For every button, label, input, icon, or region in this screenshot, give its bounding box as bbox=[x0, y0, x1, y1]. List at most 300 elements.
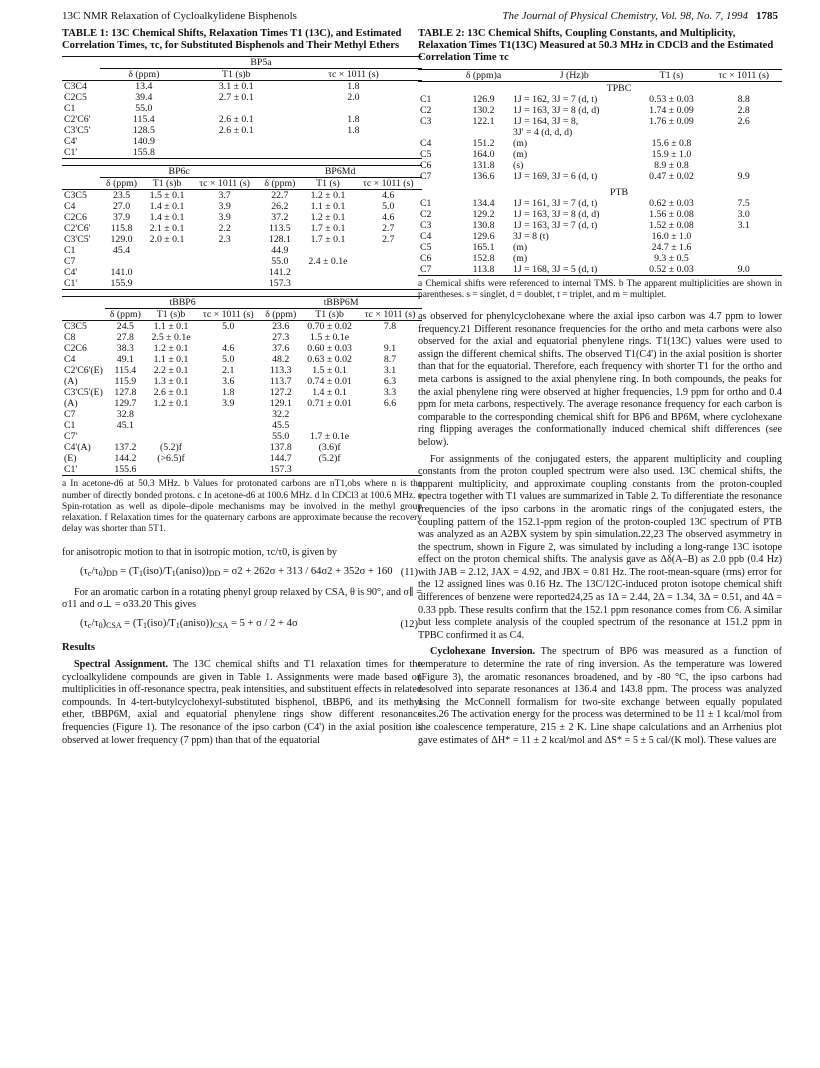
row-label: C2C5 bbox=[64, 92, 87, 104]
table-row bbox=[62, 321, 422, 333]
table-row bbox=[418, 209, 782, 220]
table-cell: 48.2 bbox=[272, 354, 290, 366]
table-cell: 141.0 bbox=[110, 267, 133, 279]
table-row bbox=[418, 242, 782, 253]
table-cell bbox=[196, 442, 260, 453]
table-cell: 1.2 ± 0.1 bbox=[153, 398, 189, 410]
row-label: C4' bbox=[64, 136, 78, 148]
table-cell: 1.56 ± 0.08 bbox=[649, 208, 694, 220]
table-row bbox=[62, 398, 422, 409]
table-cell: 8.9 ± 0.8 bbox=[654, 159, 689, 171]
table-cell: 1.2 ± 0.1 bbox=[310, 190, 346, 202]
table-cell: 2.1 bbox=[222, 365, 235, 377]
table-cell bbox=[358, 420, 422, 431]
table-row bbox=[418, 105, 782, 116]
table-cell: (m) bbox=[513, 137, 528, 149]
compound-row bbox=[418, 182, 782, 198]
body-paragraph: For assignments of the conjugated esters, the apparent multiplicity and coupling constants from the proton coupled spectrum were also used. 13C chemical shifts, the apparent multiplicity, and approximate coupling constants from the proton-coupled spectra together with T1 values are summarized in Table 2. To differentiate the resonance frequencies of the ipso carbons in the aromatic rings of the conjugated esters, the coupling pattern of the 152.1-ppm region of the proton-coupled 13C spectrum of PTB was analyzed as an A2BX system by spin simulation.22,23 The observed asymmetry in the spectrum, shown in Figure 2, was simulated by including a long-range 13C isotope effect on the proton chemical shifts. The analysis gave as Δδ(A–B) as 2.0 ppb (0.4 Hz) with JAB = 2.12, JAX = 4.92, and JBX = 0.81 Hz. The root-mean-square (rms) error for the 12 assigned lines was 0.16 Hz. The 13C/12C-induced proton isotope chemical shift differences of benzene were reported24,25 as 1Δ = 2.44, 2Δ = 1.34, 3Δ = 0.51, and 4Δ = 0.33 ppb. These results confirm that the 152.1 ppm resonance comes from C6. A similar but less complete analysis of the coupled spectrum of the resonance at 151.2 ppm in TPBC confirmed it as C4. bbox=[418, 453, 782, 641]
row-label: C2C6 bbox=[64, 343, 87, 355]
table-cell: 1.1 ± 0.1 bbox=[153, 354, 189, 366]
table-cell bbox=[301, 278, 354, 290]
table-cell: 9.9 bbox=[737, 170, 750, 182]
row-label: C4 bbox=[64, 354, 76, 366]
row-label: C2'C6' bbox=[64, 223, 91, 235]
table-cell: 45.5 bbox=[272, 420, 290, 432]
table-cell: 0.70 ± 0.02 bbox=[307, 321, 352, 333]
table-cell bbox=[188, 147, 285, 159]
table-cell bbox=[188, 103, 285, 114]
table-cell: 0.52 ± 0.03 bbox=[649, 263, 694, 275]
table-cell: 0.62 ± 0.03 bbox=[649, 197, 694, 209]
table-row bbox=[62, 343, 422, 354]
col-header: T1 (s) bbox=[659, 69, 684, 81]
row-label: C7 bbox=[420, 263, 432, 275]
table-cell: 3J' = 4 (d, d, d) bbox=[513, 126, 573, 138]
row-label: C3C5 bbox=[64, 321, 87, 333]
table-row bbox=[418, 220, 782, 231]
table-cell bbox=[196, 464, 260, 476]
table-cell: 0.60 ± 0.03 bbox=[307, 343, 352, 355]
table-cell: 165.1 bbox=[472, 241, 495, 253]
table-cell: 2.8 bbox=[737, 104, 750, 116]
row-label: C3C5 bbox=[64, 190, 87, 202]
table-row bbox=[62, 245, 422, 256]
table-cell bbox=[191, 267, 258, 278]
table-cell bbox=[456, 127, 511, 138]
table-row bbox=[418, 253, 782, 264]
col-header: τc × 1011 (s) bbox=[202, 309, 254, 321]
table-row bbox=[62, 332, 422, 343]
tbbp6-group-header: tBBP6 bbox=[105, 297, 260, 309]
spacer-cell bbox=[418, 182, 456, 198]
row-label: C1 bbox=[64, 420, 76, 432]
table-cell bbox=[285, 103, 422, 114]
table-row bbox=[62, 464, 422, 476]
table-cell: 1.7 ± 0.1e bbox=[310, 431, 350, 443]
table2-body bbox=[418, 81, 782, 275]
table-cell: 1.76 ± 0.09 bbox=[649, 115, 694, 127]
table-cell: 1.4 ± 0.1 bbox=[149, 212, 185, 224]
table-cell: 130.8 bbox=[472, 219, 495, 231]
table-row bbox=[418, 231, 782, 242]
row-label: C7' bbox=[64, 431, 78, 443]
table-cell bbox=[143, 267, 191, 278]
table-cell: 8.8 bbox=[737, 93, 750, 105]
row-label: C2 bbox=[420, 104, 432, 116]
table-cell: 3.6 bbox=[222, 376, 235, 388]
col-header: δ (ppm) bbox=[265, 309, 297, 321]
table-cell: 1.8 bbox=[347, 81, 360, 93]
table-cell bbox=[358, 431, 422, 442]
row-label: C1 bbox=[420, 93, 432, 105]
body-paragraph bbox=[418, 646, 782, 747]
table-cell: 113.5 bbox=[269, 223, 291, 235]
table-cell: 1.2 ± 0.1 bbox=[153, 343, 189, 355]
table-cell: 127.2 bbox=[269, 387, 292, 399]
bp6m-group-header: BP6Md bbox=[258, 166, 422, 178]
table-cell: 24.7 ± 1.6 bbox=[651, 241, 692, 253]
row-label: C3 bbox=[420, 219, 432, 231]
section-heading: Results bbox=[62, 642, 95, 654]
table-cell: 1.1 ± 0.1 bbox=[153, 321, 189, 333]
table-cell: 15.9 ± 1.0 bbox=[651, 148, 692, 160]
row-label: C7 bbox=[64, 256, 76, 268]
row-label: C6 bbox=[420, 159, 432, 171]
table-cell: 5.0 bbox=[222, 354, 235, 366]
equation-11 bbox=[62, 566, 422, 581]
table-row bbox=[62, 212, 422, 223]
table-row bbox=[418, 198, 782, 209]
table-cell bbox=[196, 420, 260, 431]
table-cell bbox=[355, 245, 422, 256]
row-label: C3C4 bbox=[64, 81, 87, 93]
col-header: δ (ppm)a bbox=[465, 69, 502, 81]
row-label: C4 bbox=[64, 201, 76, 213]
table-row bbox=[62, 256, 422, 267]
col-header: τc × 1011 (s) bbox=[199, 178, 250, 190]
table-row bbox=[62, 201, 422, 212]
table-cell bbox=[358, 464, 422, 476]
table-cell: 129.7 bbox=[114, 398, 137, 410]
equation-11-rhs: σ2 + 262σ + 313 / 64σ2 + 352σ + 160 bbox=[231, 566, 393, 578]
row-label: C7 bbox=[420, 170, 432, 182]
table-cell: 32.2 bbox=[272, 409, 290, 421]
table-cell: 155.9 bbox=[110, 278, 133, 290]
table-cell: 9.3 ± 0.5 bbox=[654, 252, 689, 264]
table-cell: 129.1 bbox=[269, 398, 292, 410]
table-cell: 1.7 ± 0.1 bbox=[310, 223, 346, 235]
table-cell bbox=[285, 147, 422, 159]
table2-footnote: a Chemical shifts were referenced to internal TMS. b The apparent multiplicities are shown in parentheses. s = singlet, d = doublet, t = triplet, and m = multiplet. bbox=[418, 278, 782, 300]
table-cell: 5.0 bbox=[382, 201, 395, 213]
table-row bbox=[62, 234, 422, 245]
row-label: (A) bbox=[64, 376, 78, 388]
table-cell: 1.5 ± 0.1 bbox=[312, 365, 347, 377]
table-cell: 2.7 bbox=[382, 234, 395, 246]
table-cell bbox=[146, 409, 196, 420]
table-cell: 13.4 bbox=[135, 81, 153, 93]
table-cell: 136.6 bbox=[472, 170, 495, 182]
table-cell: 2.6 bbox=[737, 115, 750, 127]
table-cell: 128.5 bbox=[132, 125, 155, 137]
table-cell: 157.3 bbox=[269, 464, 292, 476]
row-label: C3'C5' bbox=[64, 125, 91, 137]
table-cell: 1.8 bbox=[347, 114, 360, 126]
table-row bbox=[418, 149, 782, 160]
table-cell bbox=[143, 256, 191, 267]
table-cell bbox=[191, 256, 258, 267]
row-label: C3 bbox=[420, 115, 432, 127]
table-cell: 2.1 ± 0.1 bbox=[149, 223, 185, 235]
table-cell: 0.63 ± 0.02 bbox=[307, 354, 352, 366]
table-cell: 3.0 bbox=[737, 208, 750, 220]
table-cell: 15.6 ± 0.8 bbox=[651, 137, 692, 149]
table-cell: (m) bbox=[513, 241, 528, 253]
table-cell: (>6.5)f bbox=[157, 453, 185, 465]
table-cell: 1.4 ± 0.1 bbox=[312, 387, 347, 399]
table-cell: 3.1 bbox=[383, 365, 397, 377]
table-cell: 3.1 bbox=[737, 219, 750, 231]
table-row bbox=[62, 278, 422, 290]
spacer-cell bbox=[418, 81, 456, 94]
table-cell bbox=[196, 453, 260, 464]
table-cell bbox=[196, 409, 260, 420]
table-row bbox=[62, 103, 422, 114]
table-cell bbox=[705, 149, 782, 160]
row-label: C2C6 bbox=[64, 212, 87, 224]
table-cell: 3.9 bbox=[218, 212, 231, 224]
table1-bp6 bbox=[62, 165, 422, 290]
body-paragraph bbox=[62, 659, 422, 747]
table-cell: 1J = 163, 3J = 8 (d, d) bbox=[513, 104, 600, 116]
row-label: C2'C6'(E) bbox=[64, 365, 103, 377]
table-cell: 16.0 ± 1.0 bbox=[651, 230, 692, 242]
running-header-left: 13C NMR Relaxation of Cycloalkylidene Bisphenols bbox=[62, 10, 297, 22]
table-cell: 151.2 bbox=[472, 137, 495, 149]
table-row bbox=[62, 365, 422, 376]
table-row bbox=[62, 387, 422, 398]
journal-citation: The Journal of Physical Chemistry, Vol. 98, No. 7, 1994 bbox=[502, 10, 748, 22]
table-cell: 115.4 bbox=[114, 365, 137, 377]
table-cell: 24.5 bbox=[116, 321, 134, 333]
table-cell bbox=[358, 332, 422, 343]
table-row bbox=[62, 136, 422, 147]
table-cell bbox=[105, 431, 146, 442]
table-cell: 27.3 bbox=[272, 332, 290, 344]
table-cell: 1J = 169, 3J = 6 (d, t) bbox=[513, 170, 598, 182]
row-label: C1 bbox=[64, 103, 76, 115]
equation-11-number: (11) bbox=[400, 567, 418, 579]
table-cell: 22.7 bbox=[271, 190, 289, 202]
table-cell bbox=[285, 136, 422, 147]
table-cell bbox=[355, 267, 422, 278]
table-cell: 140.9 bbox=[132, 136, 155, 148]
table-cell bbox=[191, 245, 258, 256]
runin-heading: Cyclohexane Inversion. bbox=[430, 646, 536, 658]
table-cell: 3.9 bbox=[222, 398, 235, 410]
row-label: C1 bbox=[64, 245, 76, 257]
table-cell: 27.0 bbox=[112, 201, 131, 213]
table-cell: 45.4 bbox=[112, 245, 131, 257]
table-row bbox=[62, 267, 422, 278]
table-cell: 122.1 bbox=[472, 115, 495, 127]
table-cell bbox=[191, 278, 258, 290]
table-cell: 113.8 bbox=[472, 263, 495, 275]
table-cell: 2.4 ± 0.1e bbox=[308, 256, 348, 268]
table-row bbox=[62, 453, 422, 464]
table-cell bbox=[143, 278, 191, 290]
col-header: T1 (s)b bbox=[156, 309, 186, 321]
table-cell: 9.0 bbox=[737, 263, 750, 275]
table-cell: 2.7 ± 0.1 bbox=[218, 92, 254, 104]
table-cell bbox=[146, 464, 196, 476]
table-row bbox=[62, 81, 422, 93]
table-cell: 8.7 bbox=[383, 354, 397, 366]
table-cell: 2.2 bbox=[218, 223, 231, 235]
table-cell: 1.5 ± 0.1 bbox=[149, 190, 185, 202]
table-row bbox=[418, 138, 782, 149]
page-number: 1785 bbox=[756, 10, 778, 22]
table-cell: 115.8 bbox=[110, 223, 133, 235]
paragraph-text: The spectrum of BP6 was measured as a function of temperature to determine the rate of ring inversion. As the temperature was lowered (Figure 3), the aromatic resonances broadened, and by -80 °C, the ipso carbons had resolved into separate resonances at 136.4 and 143.8 ppm. The process was analyzed using the McConnell formalism for two-site exchange between equally populated sites.26 The activation energy for the process was determined to be 11 ± 1 kcal/mol from the coalescence temperature, 215 ± 2 K. Line shape calculations and an Arrhenius plot gave estimates of ΔH* = 11 ± 2 kcal/mol and ΔS* = 5 ± 5 cal/(K mol). These values are bbox=[418, 646, 783, 746]
row-label: C1' bbox=[64, 278, 78, 290]
compound-row bbox=[418, 81, 782, 94]
row-label: C4'(A) bbox=[64, 442, 91, 454]
paragraph-text: The 13C chemical shifts and T1 relaxation times for the cycloalkylidene compounds are given in Table 1. Assignments were made based on multiplicities in off-resonance spectra, peak intensities, and substituent effects in related compounds. In 4-tert-butylcyclohexyl-substituted bisphenol, tBBP6, and its methyl ether, tBBP6M, axial and equatorial phenylene rings show different resonance frequencies (Figure 1). The resonance of the ipso carbon (C4') in the axial position is observed at lower frequency (7 ppm) than that of the equatorial bbox=[62, 658, 422, 746]
table-cell: 6.3 bbox=[383, 376, 397, 388]
row-label: C1' bbox=[64, 147, 78, 159]
table1-footnote: a In acetone-d6 at 50.3 MHz. b Values for protonated carbons are nT1,obs where n is the number of directly bonded protons. c In acetone-d6 at 100.6 MHz. d In CDCl3 at 100.6 MHz. e Spin-rotation as well as dipole–dipole mechanisms may be involved in the methyl group relaxation. f Relaxation times for the quaternary carbons are approximate because the recovery delay was shorter than 5T1. bbox=[62, 479, 422, 535]
table1-caption: TABLE 1: 13C Chemical Shifts, Relaxation Times T1 (13C), and Estimated Correlation Times, τc, for Substituted Bisphenols and Their Methyl Ethers bbox=[62, 28, 402, 52]
bp5-body bbox=[62, 81, 422, 159]
table-cell: 1.74 ± 0.09 bbox=[649, 104, 694, 116]
table-cell bbox=[358, 409, 422, 420]
table-cell: 144.2 bbox=[114, 453, 137, 465]
table-cell: 1.8 bbox=[347, 125, 360, 137]
table-cell: 49.1 bbox=[116, 354, 134, 366]
table-cell: 37.9 bbox=[112, 212, 131, 224]
table-cell bbox=[705, 160, 782, 171]
table-row bbox=[62, 409, 422, 420]
table-cell: 1.5 ± 0.1e bbox=[310, 332, 350, 344]
col-header: δ (ppm) bbox=[106, 178, 138, 190]
table-cell bbox=[301, 267, 354, 278]
table-cell: 1.52 ± 0.08 bbox=[649, 219, 694, 231]
table-cell: (5.2)f bbox=[160, 442, 183, 454]
table-cell: 3.1 ± 0.1 bbox=[218, 81, 254, 93]
table-row bbox=[418, 127, 782, 138]
table-cell bbox=[143, 245, 191, 256]
table-cell: 3.3 bbox=[383, 387, 397, 399]
table1-tbbp6 bbox=[62, 296, 422, 476]
table-cell: 130.2 bbox=[472, 104, 495, 116]
table-row bbox=[418, 171, 782, 182]
bp6-group-header: BP6c bbox=[100, 166, 258, 178]
table-cell: 37.6 bbox=[272, 343, 290, 355]
table-cell bbox=[705, 242, 782, 253]
table-cell: 1J = 164, 3J = 8, bbox=[513, 115, 579, 127]
table-cell: 141.2 bbox=[268, 267, 291, 279]
row-label: C4 bbox=[420, 137, 432, 149]
row-label: (E) bbox=[64, 453, 77, 465]
table-cell: 4.6 bbox=[382, 190, 395, 202]
table-row bbox=[62, 354, 422, 365]
body-paragraph: For an aromatic carbon in a rotating phenyl group relaxed by CSA, θ is 90°, and σ∥ = σ11 and σ⊥ = σ33.20 This gives bbox=[62, 586, 422, 611]
table-cell bbox=[355, 256, 422, 267]
table-cell: 164.0 bbox=[472, 148, 495, 160]
table-cell: 2.6 ± 0.1 bbox=[218, 125, 254, 137]
compound-name: TPBC bbox=[606, 82, 632, 94]
table-cell bbox=[301, 420, 358, 431]
row-label: C2 bbox=[420, 208, 432, 220]
equation-12-number: (12) bbox=[400, 618, 418, 630]
table-row bbox=[62, 420, 422, 431]
table-cell: (3.6)f bbox=[318, 442, 341, 454]
table-cell: 1.4 ± 0.1 bbox=[149, 201, 185, 213]
table-row bbox=[62, 190, 422, 202]
table-cell bbox=[196, 431, 260, 442]
table-cell: 39.4 bbox=[135, 92, 153, 104]
table-cell bbox=[705, 253, 782, 264]
table-cell: 137.8 bbox=[269, 442, 292, 454]
table-cell bbox=[705, 138, 782, 149]
table-cell: 0.53 ± 0.03 bbox=[649, 93, 694, 105]
table-cell: (m) bbox=[513, 148, 528, 160]
row-label: C2'C6' bbox=[64, 114, 91, 126]
table-cell: 0.74 ± 0.01 bbox=[307, 376, 352, 388]
table-cell: 155.8 bbox=[132, 147, 155, 159]
compound-name: PTB bbox=[610, 186, 628, 198]
table-cell: 2.7 bbox=[382, 223, 395, 235]
table-cell: 27.8 bbox=[116, 332, 134, 344]
row-label: C1 bbox=[420, 197, 432, 209]
table-row bbox=[62, 442, 422, 453]
table-cell: 126.9 bbox=[472, 93, 495, 105]
table-cell: 1J = 161, 3J = 7 (d, t) bbox=[513, 197, 598, 209]
table-cell: 32.8 bbox=[116, 409, 134, 421]
table-cell: 23.6 bbox=[272, 321, 290, 333]
row-label: C5 bbox=[420, 148, 432, 160]
col-header: T1 (s)b bbox=[222, 69, 251, 81]
table2-caption: TABLE 2: 13C Chemical Shifts, Coupling Constants, and Multiplicity, Relaxation Times T1(13C) Measured at 50.3 MHz in CDCl3 and the Estimated Correlation Time τc bbox=[418, 28, 774, 64]
table-cell: 44.9 bbox=[271, 245, 289, 257]
row-label: C6 bbox=[420, 252, 432, 264]
row-label: C3'C5' bbox=[64, 234, 91, 246]
table-cell: (s) bbox=[513, 159, 524, 171]
table-row bbox=[62, 431, 422, 442]
table-cell bbox=[301, 409, 358, 420]
row-label: C1' bbox=[64, 464, 78, 476]
col-header: τc × 1011 (s) bbox=[718, 69, 770, 81]
row-label: (A) bbox=[64, 398, 78, 410]
table-cell bbox=[301, 464, 358, 476]
equation-12 bbox=[62, 618, 422, 633]
table-cell: 2.6 ± 0.1 bbox=[153, 387, 189, 399]
body-paragraph: for anisotropic motion to that in isotropic motion, τc/τ0, is given by bbox=[62, 547, 338, 559]
tbbp6-body bbox=[62, 321, 422, 476]
table-cell: 152.8 bbox=[472, 252, 495, 264]
row-label: C5 bbox=[420, 241, 432, 253]
table-cell bbox=[196, 332, 260, 343]
table-cell: 115.4 bbox=[133, 114, 155, 126]
table-cell: 113.7 bbox=[269, 376, 292, 388]
body-paragraph: as observed for phenylcyclohexane where the axial ipso carbon was 4.7 ppm to lower frequency.21 Different resonance frequencies for the ortho and meta carbons were also observed for the axial and equatorial phenylene rings. T1(13C) values were used to assign the different chemical shifts. The observed T1(C4') in the axial position is shorter than that for the equatorial. Therefore, each frequency with shorter T1 for the ortho and meta carbons is assigned to the axial phenylene ring. In both compounds, the peaks for the axial phenylene ring were observed at higher frequencies, 1.9 ppm for ortho and 0.4 ppm for meta carbons, respectively. The average resonance frequency for each carbon is comparable to the corresponding chemical shift for BP6 and BP6M, where cyclohexane ring flipping averages the conformationally induced chemical shift differences (see below). bbox=[418, 311, 782, 448]
col-header: T1 (s)b bbox=[152, 178, 182, 190]
table-cell: 9.1 bbox=[383, 343, 397, 355]
col-header: J (Hz)b bbox=[559, 69, 589, 81]
table-cell: 1.3 ± 0.1 bbox=[153, 376, 189, 388]
row-label: C7 bbox=[64, 409, 76, 421]
table-cell bbox=[188, 136, 285, 147]
table-cell: 6.6 bbox=[383, 398, 397, 410]
table-cell: 115.9 bbox=[114, 376, 137, 388]
row-label: C3'C5'(E) bbox=[64, 387, 103, 399]
table-cell: 37.2 bbox=[271, 212, 289, 224]
table-cell: 26.2 bbox=[271, 201, 289, 213]
table-cell bbox=[638, 127, 706, 138]
row-label: C4' bbox=[64, 267, 78, 279]
table-row bbox=[62, 114, 422, 125]
col-header: δ (ppm) bbox=[128, 69, 160, 81]
table-cell: 4.6 bbox=[222, 343, 235, 355]
table-row bbox=[418, 264, 782, 276]
table-row bbox=[418, 116, 782, 127]
equation-12-body: $(\tau_c/\tau_0)_{CSA}$ = $(T_1(iso)/T_1(aniso))_{CSA} = 5 + \sigma / 2 + 4\sigma$ bbox=[80, 617, 298, 630]
table-cell: 45.1 bbox=[116, 420, 134, 432]
table-cell: 2.6 ± 0.1 bbox=[218, 114, 254, 126]
table-cell: 2.0 ± 0.1 bbox=[149, 234, 185, 246]
table-row bbox=[62, 125, 422, 136]
